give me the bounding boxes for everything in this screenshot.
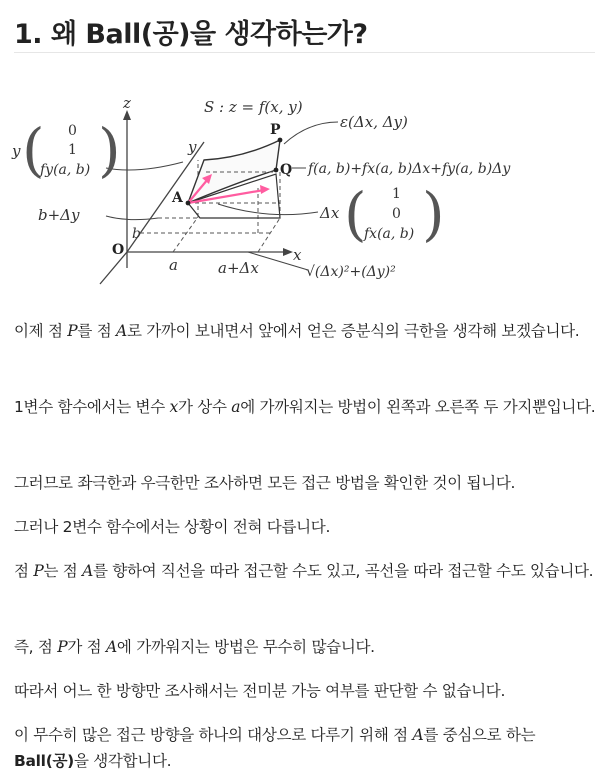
left-vector-r3: fy(a, b) bbox=[40, 162, 91, 178]
epsilon-label: ε(Δx, Δy) bbox=[340, 113, 408, 131]
right-vector-r1: 1 bbox=[392, 186, 401, 202]
x-axis-arrow bbox=[283, 248, 293, 256]
paragraph: 이 무수히 많은 접근 방향을 하나의 대상으로 다루기 위해 점 A를 중심으로 하는 Ball(공)을 생각합니다. bbox=[14, 726, 536, 770]
b-label: b bbox=[132, 226, 141, 242]
left-vector-prefix: y bbox=[12, 142, 21, 160]
axis-x-label: x bbox=[293, 246, 302, 264]
point-p-label: P bbox=[270, 122, 281, 138]
b-plus-label: b+Δy bbox=[38, 206, 80, 224]
a-label: a bbox=[169, 256, 178, 274]
point-q-marker bbox=[274, 168, 279, 173]
left-vector-bracket: ( bbox=[22, 116, 45, 184]
total-differential-figure bbox=[8, 92, 598, 292]
point-p-marker bbox=[278, 138, 283, 143]
title-divider bbox=[14, 52, 595, 53]
right-vector-bracket: ( bbox=[344, 180, 367, 248]
point-a-label: A bbox=[172, 190, 183, 206]
left-vector-bracket: ) bbox=[98, 116, 121, 184]
paragraph: 점 P는 점 A를 향하여 직선을 따라 접근할 수도 있고, 곡선을 따라 접근할 수도 있습니다. bbox=[14, 562, 594, 580]
point-q-label: Q bbox=[280, 162, 293, 178]
leader-line bbox=[284, 122, 338, 144]
axis-z-label: z bbox=[123, 94, 131, 112]
a-plus-label: a+Δx bbox=[218, 259, 259, 277]
ball-term: Ball(공) bbox=[14, 752, 74, 770]
origin-label: O bbox=[112, 242, 125, 258]
guide-line bbox=[173, 217, 198, 252]
right-vector-bracket: ) bbox=[422, 180, 445, 248]
page-title: 1. 왜 Ball(공)을 생각하는가? bbox=[14, 19, 368, 50]
paragraph: 이제 점 P를 점 A로 가까이 보내면서 앞에서 얻은 증분식의 극한을 생각해 보겠습니다. bbox=[14, 322, 580, 340]
q-value-label: f(a, b)+fx(a, b)Δx+fy(a, b)Δy bbox=[308, 161, 511, 177]
surface-label: S : z = f(x, y) bbox=[204, 98, 303, 116]
left-vector-r2: 1 bbox=[68, 142, 77, 158]
paragraph: 그러나 2변수 함수에서는 상황이 전혀 다릅니다. bbox=[14, 518, 331, 536]
right-vector-prefix: Δx bbox=[320, 204, 340, 222]
guide-line bbox=[258, 218, 280, 252]
right-vector-r2: 0 bbox=[392, 206, 401, 222]
distance-label: √(Δx)²+(Δy)² bbox=[306, 264, 396, 280]
leader-line bbox=[218, 204, 318, 215]
paragraph: 그러므로 좌극한과 우극한만 조사하면 모든 접근 방법을 확인한 것이 됩니다. bbox=[14, 474, 516, 492]
point-a-marker bbox=[186, 201, 191, 206]
axis-y-label: y bbox=[188, 138, 197, 156]
paragraph: 1변수 함수에서는 변수 x가 상수 a에 가까워지는 방법이 왼쪽과 오른쪽 두 가지뿐입니다. bbox=[14, 398, 596, 416]
paragraph: 따라서 어느 한 방향만 조사해서는 전미분 가능 여부를 판단할 수 없습니다. bbox=[14, 682, 506, 700]
vector-arrow-head bbox=[260, 185, 270, 194]
right-vector-r3: fx(a, b) bbox=[364, 226, 415, 242]
left-vector-r1: 0 bbox=[68, 123, 77, 139]
paragraph: 즉, 점 P가 점 A에 가까워지는 방법은 무수히 많습니다. bbox=[14, 638, 375, 656]
